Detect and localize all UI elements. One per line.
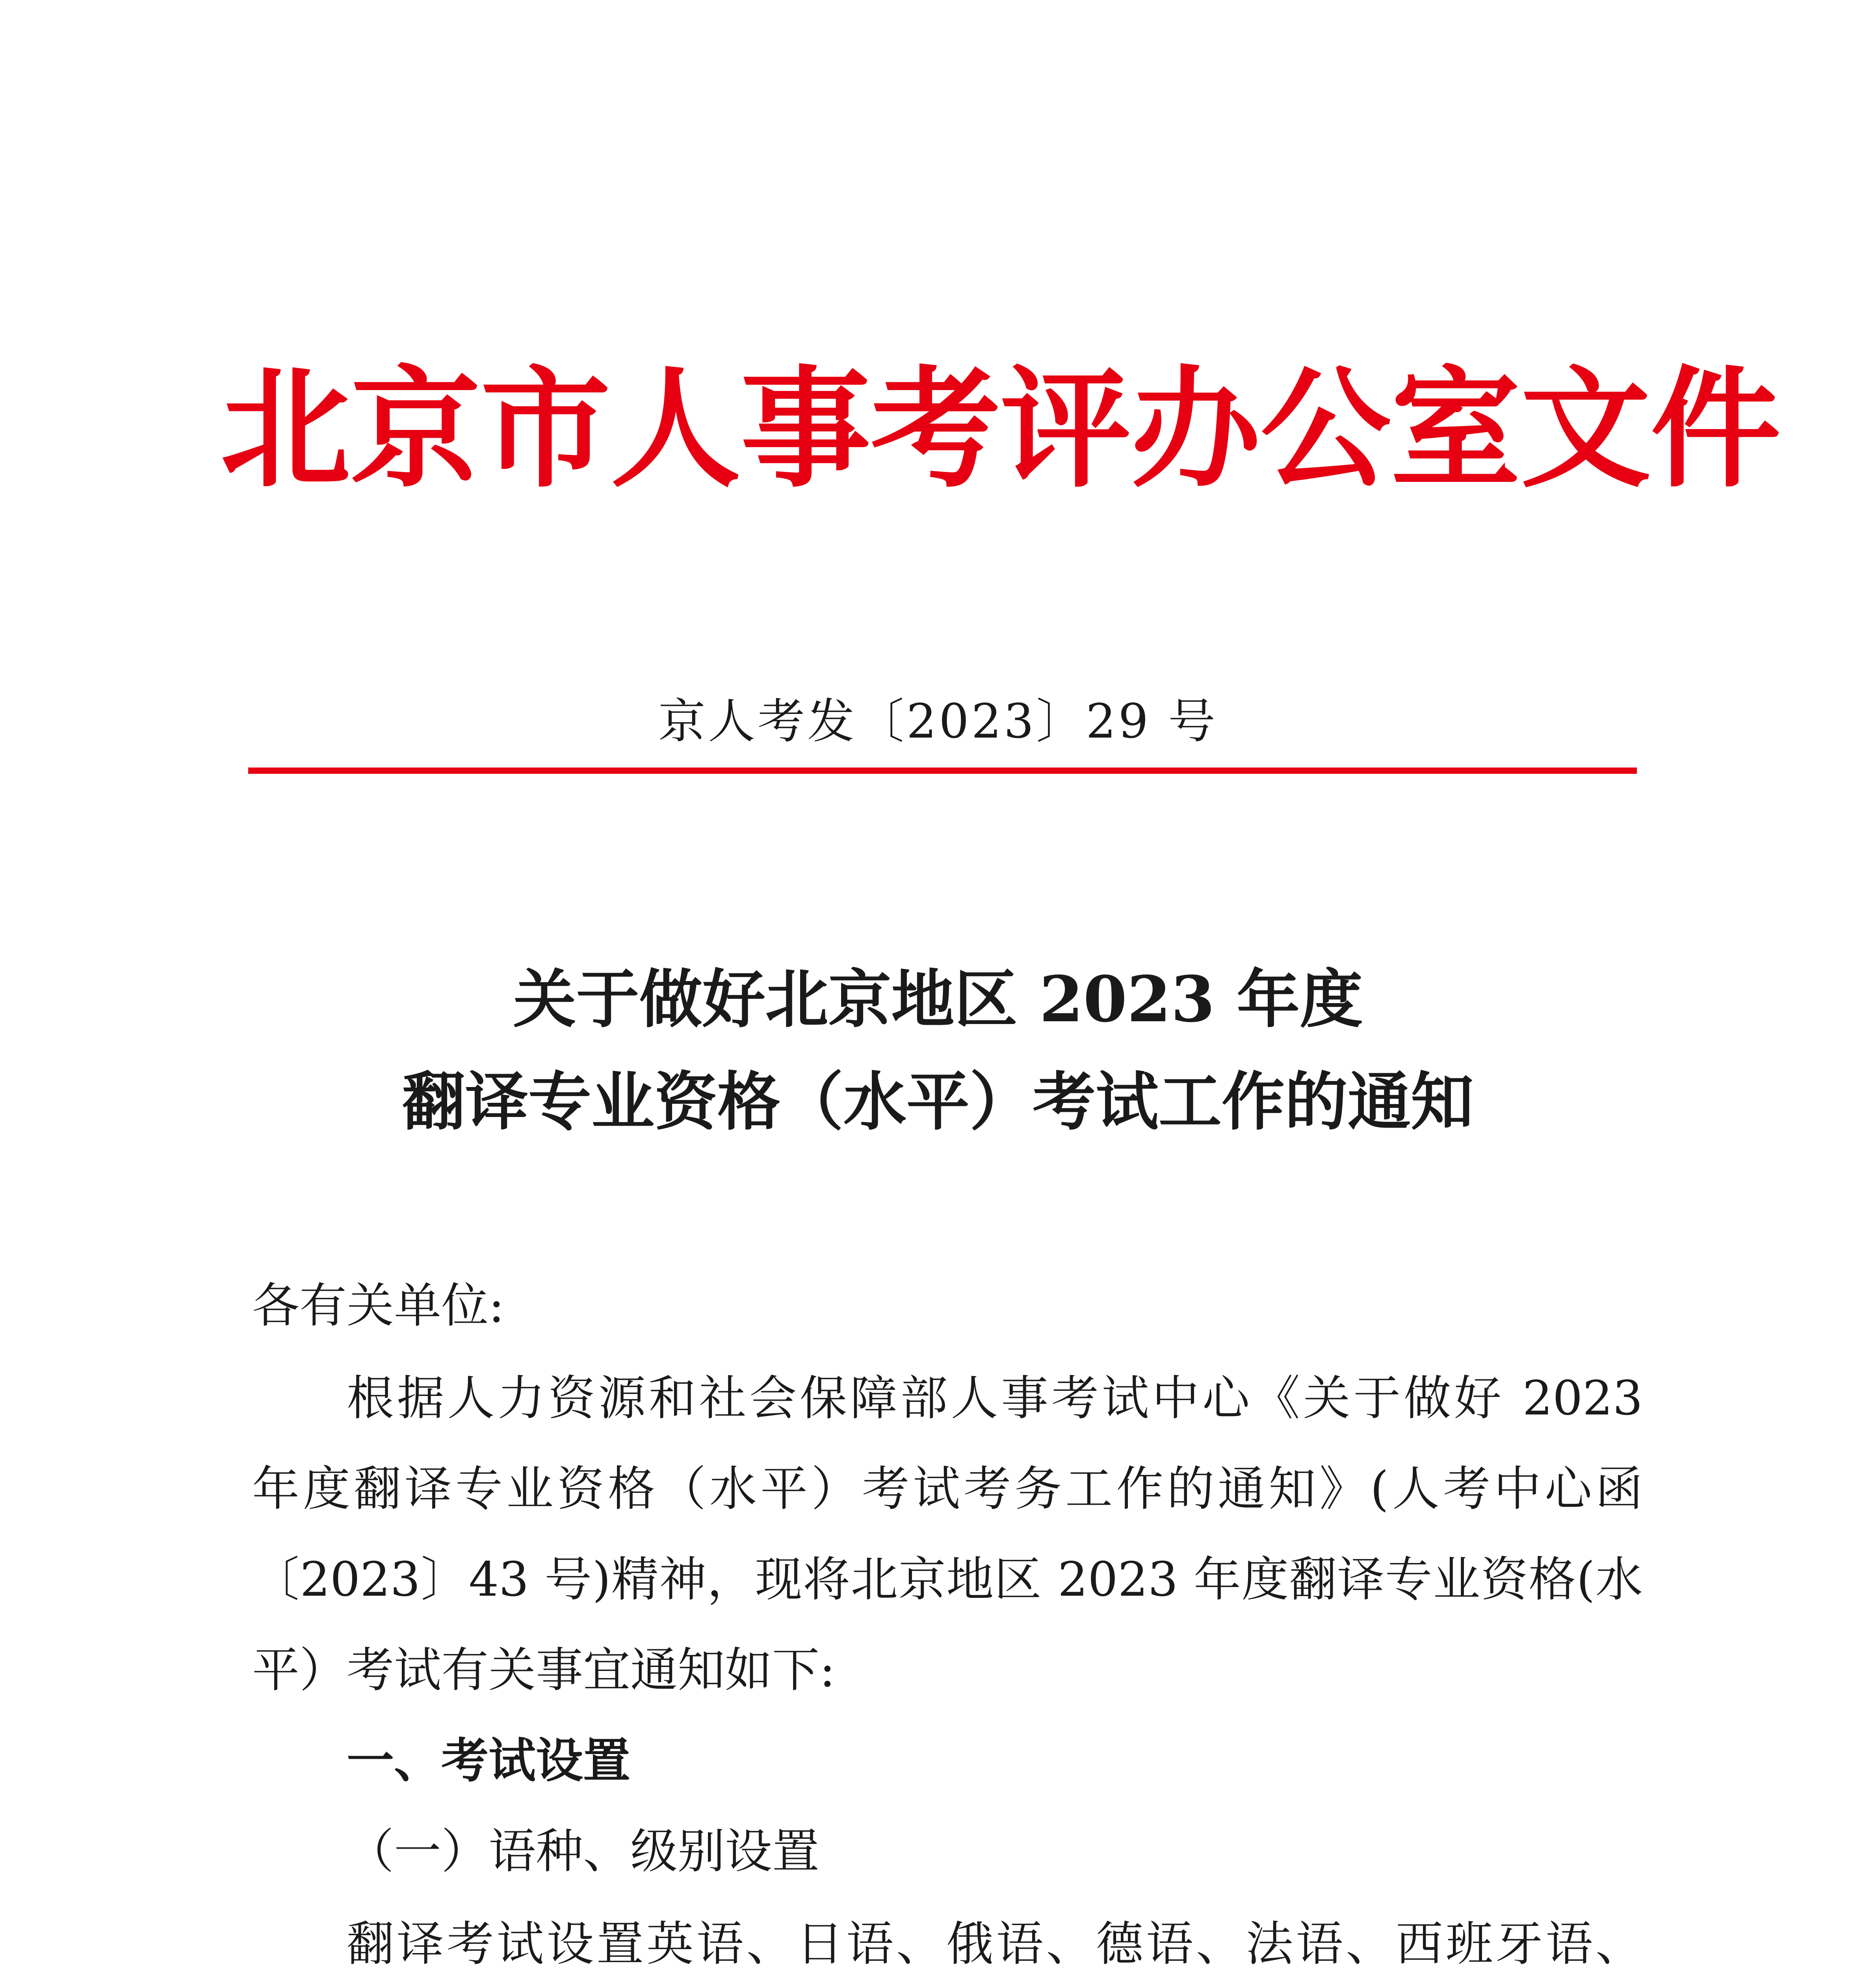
document-number: 京人考发〔2023〕29 号 — [658, 694, 1218, 749]
red-separator-rule — [248, 768, 1637, 774]
issuer-masthead — [221, 331, 1781, 528]
masthead-char: 件 — [1651, 354, 1781, 505]
masthead-char: 京 — [351, 354, 481, 505]
masthead-char: 北 — [221, 354, 351, 505]
paragraph-line: 根据人力资源和社会保障部人事考试中心《关于做好 2023 — [347, 1371, 1643, 1426]
masthead-char: 考 — [871, 354, 1001, 505]
masthead-char: 办 — [1131, 354, 1261, 505]
masthead-char: 公 — [1261, 354, 1391, 505]
paragraph-line: 〔2023〕43 号)精神，现将北京地区 2023 年度翻译专业资格(水 — [252, 1552, 1643, 1607]
masthead-char: 人 — [611, 354, 741, 505]
masthead-char: 评 — [1001, 354, 1131, 505]
masthead-char: 事 — [741, 354, 871, 505]
document-title-line-2: 翻译专业资格（水平）考试工作的通知 — [402, 1065, 1474, 1139]
subsection-heading: （一）语种、级别设置 — [347, 1824, 819, 1879]
salutation: 各有关单位: — [252, 1279, 505, 1333]
masthead-char: 室 — [1391, 354, 1521, 505]
paragraph-line: 年度翻译专业资格（水平）考试考务工作的通知》(人考中心函 — [252, 1462, 1643, 1517]
masthead-char: 文 — [1521, 354, 1651, 505]
section-heading: 一、考试设置 — [347, 1734, 630, 1788]
paragraph-line: 平）考试有关事宜通知如下: — [252, 1643, 836, 1698]
paragraph-line: 翻译考试设置英语、日语、俄语、德语、法语、西班牙语、 — [347, 1917, 1643, 1970]
document-title-line-1: 关于做好北京地区 2023 年度 — [513, 962, 1363, 1036]
masthead-char: 市 — [481, 354, 611, 505]
